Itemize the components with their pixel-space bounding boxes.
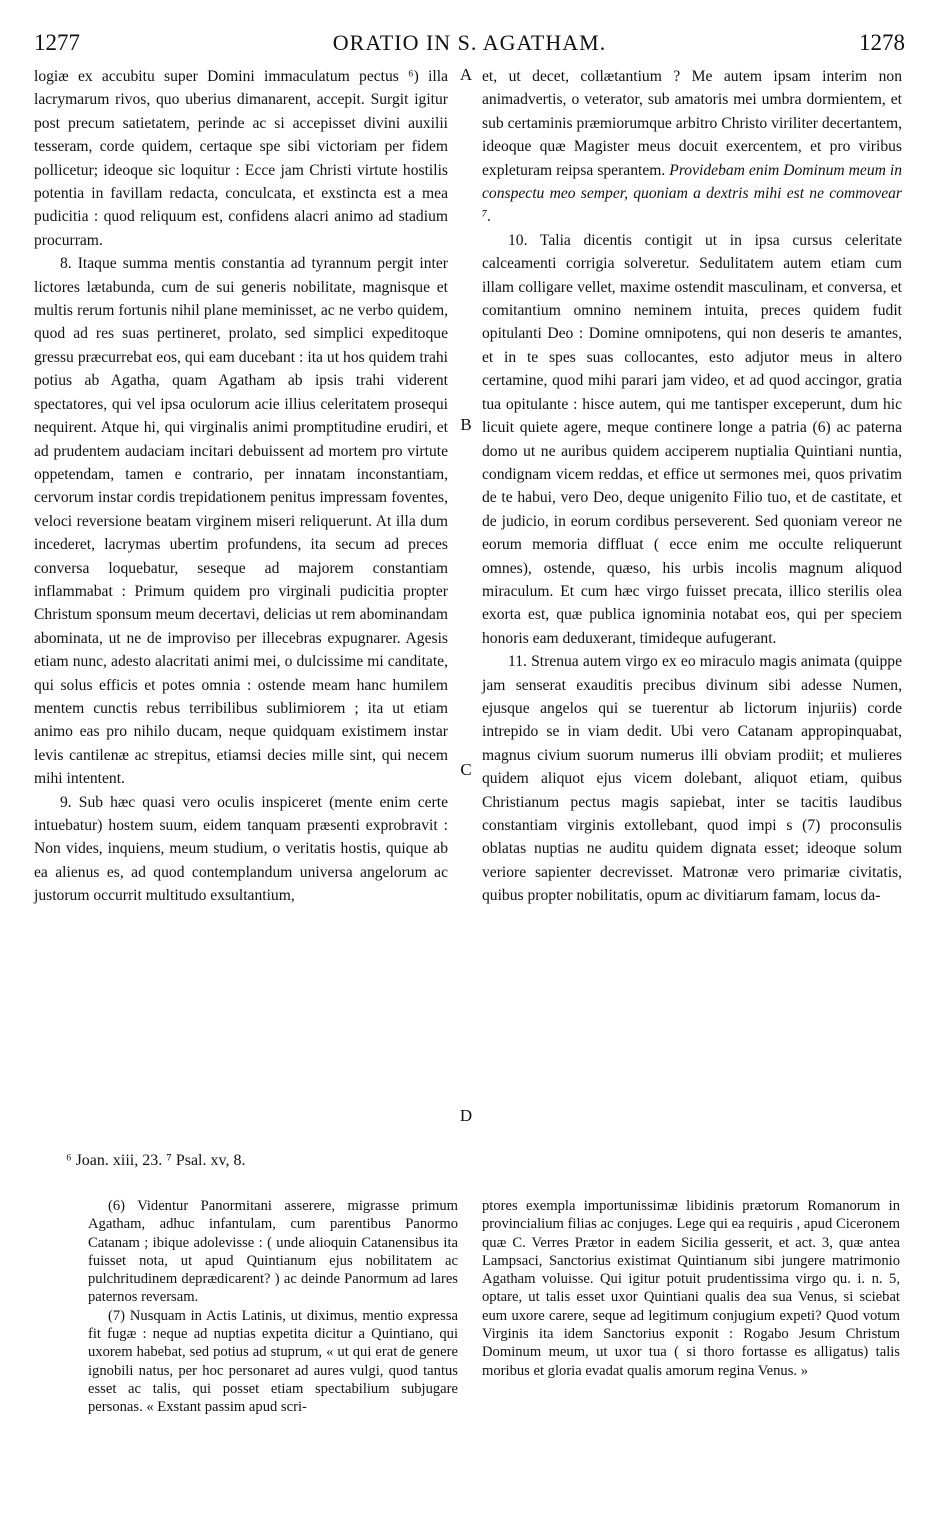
note: (7) Nusquam in Actis Latinis, ut diximus, mentio expressa fit fugæ : neque ad nuptias expetita dicitur a Quintiano, qui uxorem habebat, sed potius ad stuprum, « ut qui erat de genere ignobili natus, per hoc personaret ad aures vulgi, quod tantus esset ac talis, qui posset etiam spectabilium subjugare personas. « Exstant passim apud scri- [88,1307,458,1416]
margin-marker-c: C [460,760,472,779]
paragraph-text: et, ut decet, collætantium ? Me autem ipsam interim non animadvertis, o veterator, sub amatoris mei umbra dormientem, et sub certaminis præmiorumque arbitro Christo viriliter decertantem, ideoque quæ Magister meus docuit exercentem, et pro viribus expleturam reipsa sperantem. [482,68,902,179]
paragraph [482,65,902,229]
running-header [34,30,905,58]
margin-marker-d: D [459,1106,473,1125]
left-column [34,65,448,908]
notes-right-column [482,1197,900,1380]
footnote-references: ⁶ Joan. xiii, 23. ⁷ Psal. xv, 8. [66,1152,246,1169]
paragraph: 10. Talia dicentis contigit ut in ipsa cursus celeritate calceamenti corrigia solveretur. Sedulitatem autem etiam cum illam colligare vellet, maxime ostendit masculinam, et conversa, et comitantium omnino neminem intuita, preces quidem fudit opitulanti Deo : Domine omnipotens, qui non deseris te amantes, et in te spes suas collocantes, esto adjutor meus in altero certamine, quod mihi parari jam video, et ad quod accingor, gratia tua opitulante : hisce autem, qui me tantisper exceperunt, dum hic licuit quiete agere, meque continere longe a patria (6) ac paterna domo ut ne auribus quidem acciperem nuptialia Quintiani nuntia, condignam vicem reddas, et effice ut sermones mei, quos privatim de te habui, vero Deo, deque unigenito Filio tuo, et de castitate, et de judicio, in eorum cordibus perseverent. Sed quoniam vereor ne eorum memoria diffluat ( ecce enim me occulte reliquerunt omnes), ostende, quæso, his urbis incolis magnum aliquod miraculum. Et cum hæc virgo fuisset precata, illico sterilis olea exorta est, quæ publica ignominia notabat eos, qui per speciem honoris eam deduxerant, timideque aufugerant. [482,231,902,647]
paragraph: 9. Sub hæc quasi vero oculis inspiceret (mente enim certe intuebatur) hostem suum, eidem tanquam præsenti exprobravit : Non vides, inquiens, meum studium, o veritatis hostis, quique ab ea alienus es, ad quod contemplandum universa angelorum ac justorum occurrit multitudo exsultantium, [34,793,448,905]
left-page-number: 1277 [34,30,80,55]
paragraph: 8. Itaque summa mentis constantia ad tyrannum pergit inter lictores lætabunda, cum de sui generis nobilitate, magnisque et multis rerum fortunis nihil plane meminisset, ac ne verbo quidem, quod ad res suas pertineret, prolato, sed simplici expeditoque gressu præcurrebat eos, qui eam ducebant : ita ut hos quidem trahi potius ab Agatha, quam Agatham ab ipsis trahi viderent spectatores, qui vel ipsa oculorum acie illius celeritatem prosequi nequirent. Atque hi, qui virginalis animi promptitudine erudiri, et ad prudentem audaciam incitari debuissent ad mortem pro virtute oppetendam, tamen e contrario, per innatam inconstantiam, cervorum instar cordis trepidationem penitus impressam foventes, veloci reversione beatam virginem miseri reliquerunt. At illa dum incederet, lacrymas ubertim profundens, ita secum ad preces conversa loquebatur, seseque ad majorem constantiam inflammabat : Primum quidem pro virginali pudicitia propter Christum sponsum meum decertavi, delicias ut rem abominandam abominata, ut ne de improviso per illecebras expugnarer. Agesis etiam nunc, adesto alacritati animi mei, o dulcissime mi canditate, qui solus efficis et potes omnia : ostende meam hanc humilem mentem cunctis rebus terribilibus sublimiorem ; ita ut etiam animo eas pro nihilo ducam, neque quidquam existimem instar levis cantilenæ ac strepitus, etiamsi decies mille sint, qui necem mihi intentent. [34,255,448,788]
margin-marker-a: A [459,65,473,84]
page-title: ORATIO IN S. AGATHAM. [332,30,607,55]
note: ptores exempla importunissimæ libidinis prætorum Romanorum in provincialium filias ac conjuges. Lege qui ea requiris , apud Ciceronem quæ C. Verres Prætor in eadem Sicilia gesserit, et act. 3, quæ antea Lampsaci, Sanctorius existimat Quintianum sibi jungere matrimonio Agatham voluisse. Qui igitur potuit prudentissima virgo qu. i. n. 5, optare, ut talis esset uxor Quintiani qualis dea sua Venus, si sciebat eum uxore carere, seque ad legitimum conjugium expeti? Quod votum Virginis ita idem Sanctorius exponit : Rogabo Jesum Christum Dominum meum, ut uxor tua ( si thoro fortasse es alligatus) talis moribus et gloria evadat qualis amorum regina Venus. » [482,1198,900,1379]
margin-marker-b: B [460,415,472,434]
scripture-quote: Providebam enim Dominum meum in conspectu meo semper, quoniam a dextris mihi est ne commovear ⁷. [482,161,903,226]
right-page-number: 1278 [859,30,905,55]
paragraph: 11. Strenua autem virgo ex eo miraculo magis animata (quippe jam senserat exauditis precibus divinum sibi adesse Numen, ejusque angelos qui se tuerentur ab lictorum injuriis) corde intrepido se in viam dedit. Ubi vero Catanam appropinquabat, magnus civium suorum numerus illi obviam prodiit; et mulieres quidem aliquot ejus vicem dolebant, aliquot etiam, quibus Christianum pectus magis sapiebat, inter se tacitis laudibus constantiam virginis extollebant, quod impi s (7) proconsulis oblatas nuptias ne auditu quidem dignata esset; ideoque solum veriore sapienter decrevisset. Matronæ vero primariæ civitatis, quibus propter nobilitatis, opum ac divitiarum famam, locus da- [482,653,902,905]
notes-left-column [88,1197,458,1417]
right-column [482,65,902,908]
paragraph: logiæ ex accubitu super Domini immaculatum pectus ⁶) illa lacrymarum rivos, quo uberius dimanarent, accepit. Surgit igitur post precum satietatem, perinde ac si accepisset divini auxilii tesseram, corde quidem, certaque spe sibi victoriam per fidem pollicetur; ideoque sic loquitur : Ecce jam Christi virtute hostilis potentia in favillam redacta, conculcata, et exstincta est a mea pudicitia : quod reliquum est, confidens alacri animo ad stadium procurram. [34,68,448,249]
note: (6) Videntur Panormitani asserere, migrasse primum Agatham, adhuc infantulam, cum parentibus Panormo Catanam ; ibique adolevisse : ( unde alioquin Catanensibus ita fuisset nota, ut apud Quintianum ejus nobilitatem ac pulchritudinem deprædicarent? ) ac deinde Panormum ad lares paternos reversam. [88,1198,458,1306]
